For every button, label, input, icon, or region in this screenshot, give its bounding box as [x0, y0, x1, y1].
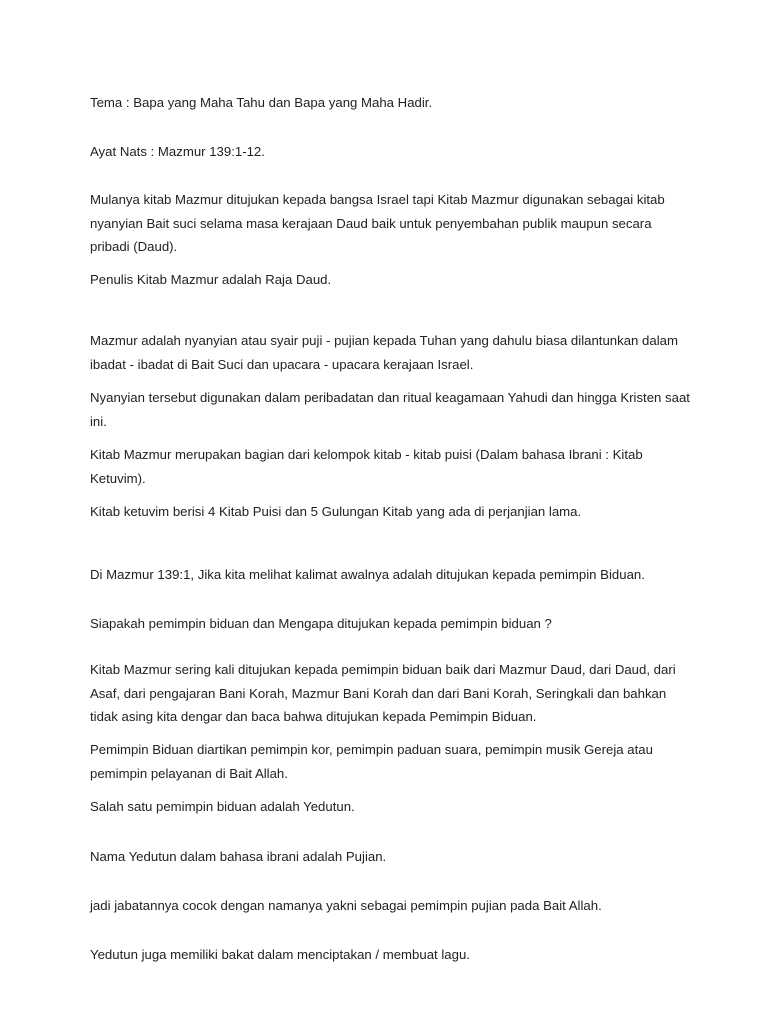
paragraph-ketuvim: Kitab ketuvim berisi 4 Kitab Puisi dan 5 Gulungan Kitab yang ada di perjanjian lama. — [90, 504, 582, 519]
paragraph-question: Siapakah pemimpin biduan dan Mengapa ditujukan kepada pemimpin biduan ? — [90, 616, 552, 631]
paragraph-yedutun-name: Nama Yedutun dalam bahasa ibrani adalah Pujian. — [90, 849, 387, 864]
paragraph-yedutun-talent: Yedutun juga memiliki bakat dalam menciptakan / membuat lagu. — [90, 947, 470, 962]
paragraph-group: Kitab Mazmur merupakan bagian dari kelompok kitab - kitab puisi (Dalam bahasa Ibrani : Kitab Ketuvim). — [90, 447, 643, 486]
document-page — [90, 0, 690, 1024]
paragraph-mazmur-139: Di Mazmur 139:1, Jika kita melihat kalimat awalnya adalah ditujukan kepada pemimpin Biduan. — [90, 567, 645, 582]
paragraph-usage: Nyanyian tersebut digunakan dalam peribadatan dan ritual keagamaan Yahudi dan hingga Kristen saat ini. — [90, 390, 690, 429]
paragraph-author: Penulis Kitab Mazmur adalah Raja Daud. — [90, 272, 332, 287]
paragraph-biduan-origin: Kitab Mazmur sering kali ditujukan kepada pemimpin biduan baik dari Mazmur Daud, dari Daud, dari Asaf, dari pengajaran Bani Korah, Mazmur Bani Korah dan dari Bani Korah, Seringkali dan bahkan tidak asing kita dengar dan baca bahwa ditujukan kepada Pemimpin Biduan. — [90, 662, 676, 724]
paragraph-yedutun-role: jadi jabatannya cocok dengan namanya yakni sebagai pemimpin pujian pada Bait Allah. — [90, 898, 602, 913]
verse-reference-line: Ayat Nats : Mazmur 139:1-12. — [90, 144, 265, 159]
paragraph-yedutun: Salah satu pemimpin biduan adalah Yedutun. — [90, 799, 355, 814]
paragraph-intro-mazmur: Mulanya kitab Mazmur ditujukan kepada bangsa Israel tapi Kitab Mazmur digunakan sebagai kitab nyanyian Bait suci selama masa kerajaan Daud baik untuk penyembahan publik maupun secara pribadi (Daud). — [90, 192, 665, 254]
paragraph-biduan-meaning: Pemimpin Biduan diartikan pemimpin kor, pemimpin paduan suara, pemimpin musik Gereja atau pemimpin pelayanan di Bait Allah. — [90, 742, 653, 781]
paragraph-definition: Mazmur adalah nyanyian atau syair puji - pujian kepada Tuhan yang dahulu biasa dilantunkan dalam ibadat - ibadat di Bait Suci dan upacara - upacara kerajaan Israel. — [90, 333, 678, 372]
theme-line: Tema : Bapa yang Maha Tahu dan Bapa yang Maha Hadir. — [90, 95, 433, 110]
